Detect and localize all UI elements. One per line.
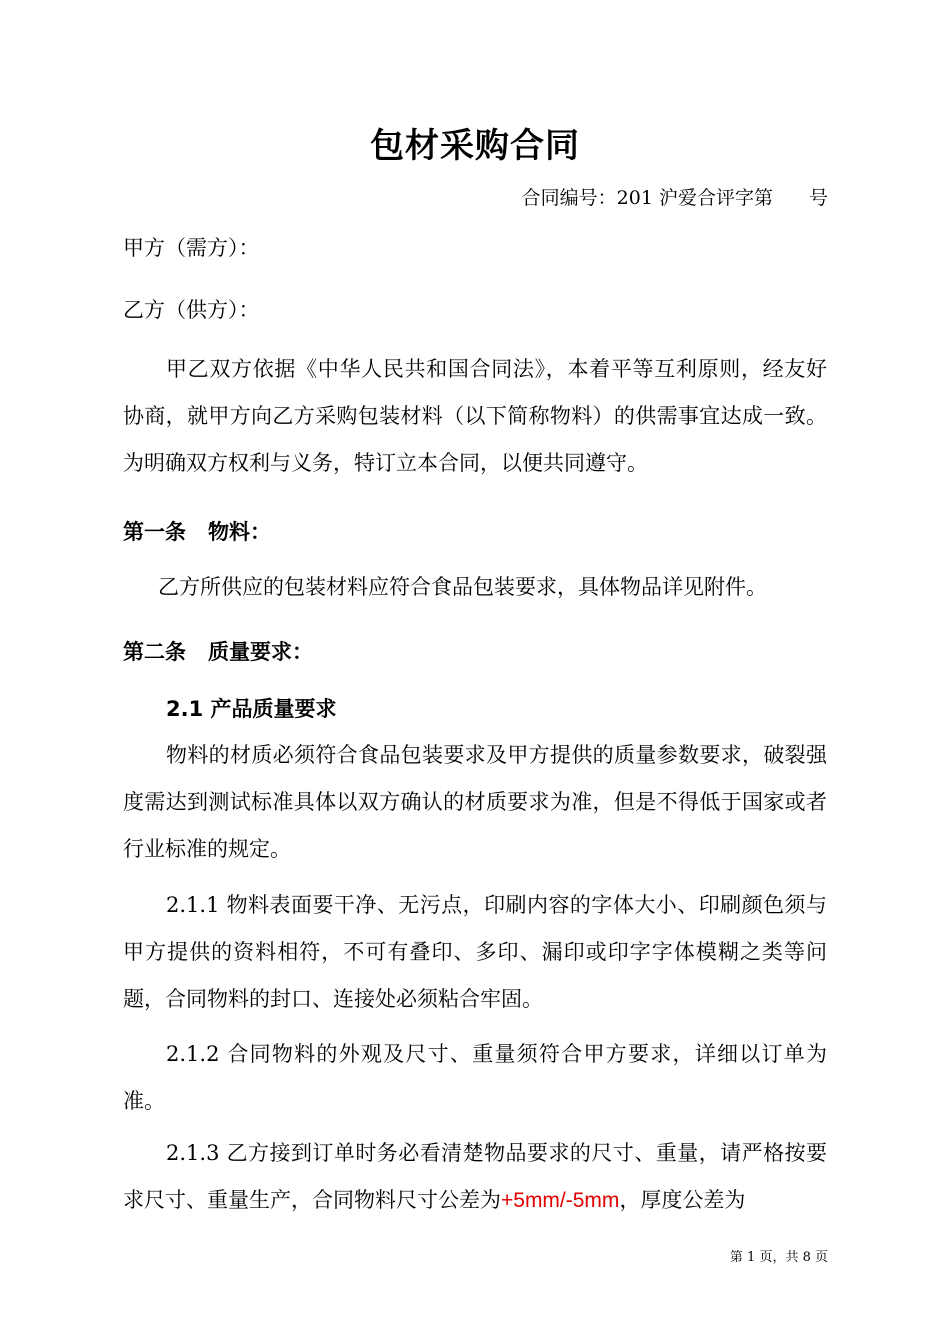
page-footer: 第 1 页，共 8 页: [729, 1250, 828, 1265]
article-2-number: 第二条: [123, 640, 186, 664]
document-title: 包材采购合同: [370, 126, 580, 166]
intro-paragraph: 甲乙双方依据《中华人民共和国合同法》，本着平等互利原则，经友好协商，就甲方向乙方采购包装材料（以下简称物料）的供需事宜达成一致。为明确双方权利与义务，特订立本合同，以便共同遵守。: [123, 357, 827, 475]
section-2-1-heading: 2.1 产品质量要求: [166, 697, 337, 721]
contract-number-suffix: 号: [808, 187, 828, 209]
article-2-title: 质量要求：: [208, 640, 313, 664]
section-2-1-3-after: ，厚度公差为: [619, 1188, 746, 1212]
article-1-number: 第一条: [123, 520, 186, 544]
section-2-1-2-text: 2.1.2 合同物料的外观及尺寸、重量须符合甲方要求，详细以订单为准。: [123, 1042, 827, 1113]
party-b-label: 乙方（供方）：: [123, 298, 260, 322]
article-1-title: 物料：: [208, 520, 271, 544]
article-1-heading: [123, 516, 271, 546]
tolerance-value: +5mm/-5mm: [501, 1189, 620, 1212]
section-2-1-text: 物料的材质必须符合食品包装要求及甲方提供的质量参数要求，破裂强度需达到测试标准具体以双方确认的材质要求为准，但是不得低于国家或者行业标准的规定。: [123, 743, 827, 861]
contract-number-prefix: 合同编号：201: [521, 187, 653, 209]
party-a-label: 甲方（需方）：: [123, 236, 260, 260]
contract-number-middle: 沪爱合评字第: [658, 187, 773, 209]
section-2-1-3-text: [123, 1130, 827, 1224]
contract-number: [522, 183, 828, 210]
section-2-1-3-before: 2.1.3 乙方接到订单时务必看清楚物品要求的尺寸、重量，请严格按要求尺寸、重量生产，合同物料尺寸公差为: [123, 1141, 827, 1212]
article-2-heading: [123, 636, 313, 666]
section-2-1-1-text: 2.1.1 物料表面要干净、无污点，印刷内容的字体大小、印刷颜色须与甲方提供的资料相符，不可有叠印、多印、漏印或印字字体模糊之类等问题，合同物料的封口、连接处必须粘合牢固。: [123, 893, 827, 1011]
article-1-text: 乙方所供应的包装材料应符合食品包装要求，具体物品详见附件。: [158, 575, 767, 599]
